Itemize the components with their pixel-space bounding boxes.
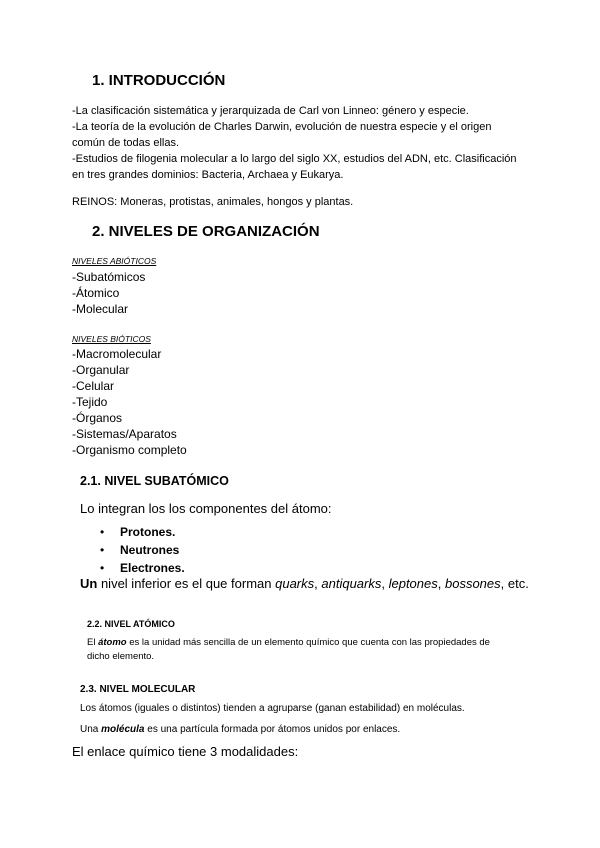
section-title-niveles: 2. NIVELES DE ORGANIZACIÓN [92,223,320,240]
subatomico-bullets [100,523,185,577]
atomico-paragraph: El átomo es la unidad más sencilla de un elemento químico que cuenta con las propiedades de dicho elemento. [87,637,490,662]
bullet-icon: • [100,525,105,539]
bullet-icon: • [100,561,105,575]
list-item: -Sistemas/Aparatos [72,427,177,441]
enlace-line: El enlace químico tiene 3 modalidades: [72,744,299,759]
subatomico-intro: Lo integran los los componentes del átomo: [80,501,332,516]
list-item: • Electrones. [100,561,185,575]
subatomico-inferior: Un nivel inferior es el que forman quarks, antiquarks, leptones, bossones, etc. [80,576,529,591]
list-item: -Molecular [72,302,129,316]
abioticos-label: NIVELES ABIÓTICOS [72,256,157,266]
intro-line-darwin-cont: común de todas ellas. [72,137,180,149]
bullet-icon: • [100,543,105,557]
molecular-line-atomos: Los átomos (iguales o distintos) tienden a agruparse (ganan estabilidad) en moléculas. [80,703,465,714]
reinos-line: REINOS: Moneras, protistas, animales, hongos y plantas. [72,196,354,208]
section-title-molecular: 2.3. NIVEL MOLECULAR [80,684,196,695]
list-item: • Neutrones [100,543,180,557]
section-title-atomico: 2.2. NIVEL ATÓMICO [87,619,175,629]
section-title-introduccion: 1. INTRODUCCIÓN [92,72,226,89]
section-title-subatomico: 2.1. NIVEL SUBATÓMICO [80,474,229,488]
intro-paragraph [72,103,517,183]
list-item: -Celular [72,379,115,393]
intro-line-filogenia: -Estudios de filogenia molecular a lo largo del siglo XX, estudios del ADN, etc. Clasificación [72,153,517,165]
list-item: -Órganos [72,411,123,425]
intro-line-filogenia-cont: en tres grandes dominios: Bacteria, Archaea y Eukarya. [72,169,344,181]
list-item: -Organular [72,363,130,377]
list-item: • Protones. [100,525,176,539]
abioticos-list [72,269,145,317]
bioticos-list [72,346,187,458]
molecular-line-molecula: Una molécula es una partícula formada por átomos unidos por enlaces. [80,724,401,735]
list-item: -Átomico [72,286,120,300]
list-item: -Macromolecular [72,347,162,361]
list-item: -Subatómicos [72,270,146,284]
list-item: -Organismo completo [72,443,187,457]
intro-line-linneo: -La clasificación sistemática y jerarquizada de Carl von Linneo: género y especie. [72,105,469,117]
intro-line-darwin: -La teoría de la evolución de Charles Darwin, evolución de nuestra especie y el origen [72,121,492,133]
list-item: -Tejido [72,395,108,409]
bioticos-label: NIVELES BIÓTICOS [72,334,151,344]
